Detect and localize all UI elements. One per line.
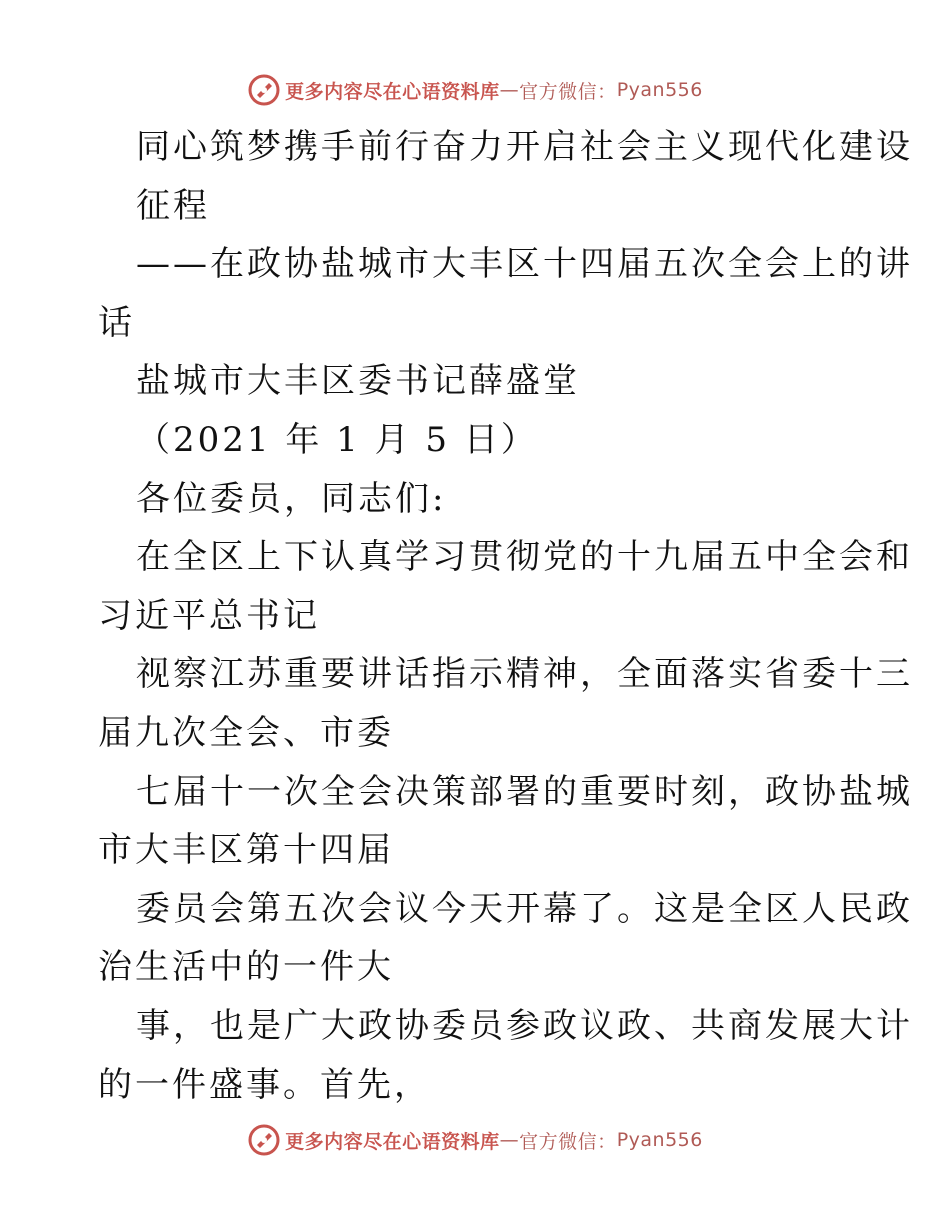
text-line: 届九次全会、市委	[98, 712, 394, 753]
text-line: 各位委员，同志们:	[136, 478, 447, 519]
watermark-dash: —	[499, 79, 520, 101]
watermark-official-label: 官方微信：	[519, 1130, 617, 1153]
text-line: ——在政协盐城市大丰区十四届五次全会上的讲	[136, 244, 913, 285]
text-line: 市大丰区第十四届	[98, 830, 394, 871]
watermark-dash: —	[499, 1129, 520, 1151]
text-line: 同心筑梦携手前行奋力开启社会主义现代化建设	[136, 127, 913, 167]
text-line: 的一件盛事。首先，	[98, 1064, 431, 1105]
text-line: 话	[98, 302, 135, 343]
text-line: 七届十一次全会决策部署的重要时刻，政协盐城	[136, 771, 913, 812]
text-line: 委员会第五次会议今天开幕了。这是全区人民政	[136, 888, 913, 929]
text-line: 征程	[136, 185, 210, 226]
watermark-account: Pyan556	[616, 1129, 703, 1151]
header-watermark	[0, 70, 950, 110]
text-line: 治生活中的一件大	[98, 947, 394, 988]
text-line: 视察江苏重要讲话指示精神，全面落实省委十三	[136, 654, 913, 695]
watermark-official-label: 官方微信：	[519, 80, 617, 103]
book-pen-icon	[247, 73, 281, 107]
text-line: 习近平总书记	[98, 595, 320, 636]
watermark-main-text: 更多内容尽在心语资料库	[285, 1130, 500, 1153]
watermark-main-text: 更多内容尽在心语资料库	[285, 80, 500, 103]
document-body	[98, 118, 913, 1114]
watermark-account: Pyan556	[616, 79, 703, 101]
text-line: 事，也是广大政协委员参政议政、共商发展大计	[136, 1005, 913, 1046]
text-line: 盐城市大丰区委书记薛盛堂	[136, 361, 580, 402]
text-line: 在全区上下认真学习贯彻党的十九届五中全会和	[136, 537, 913, 578]
footer-watermark	[0, 1120, 950, 1160]
book-pen-icon	[247, 1123, 281, 1157]
text-line: （2021 年 1 月 5 日）	[136, 419, 538, 460]
